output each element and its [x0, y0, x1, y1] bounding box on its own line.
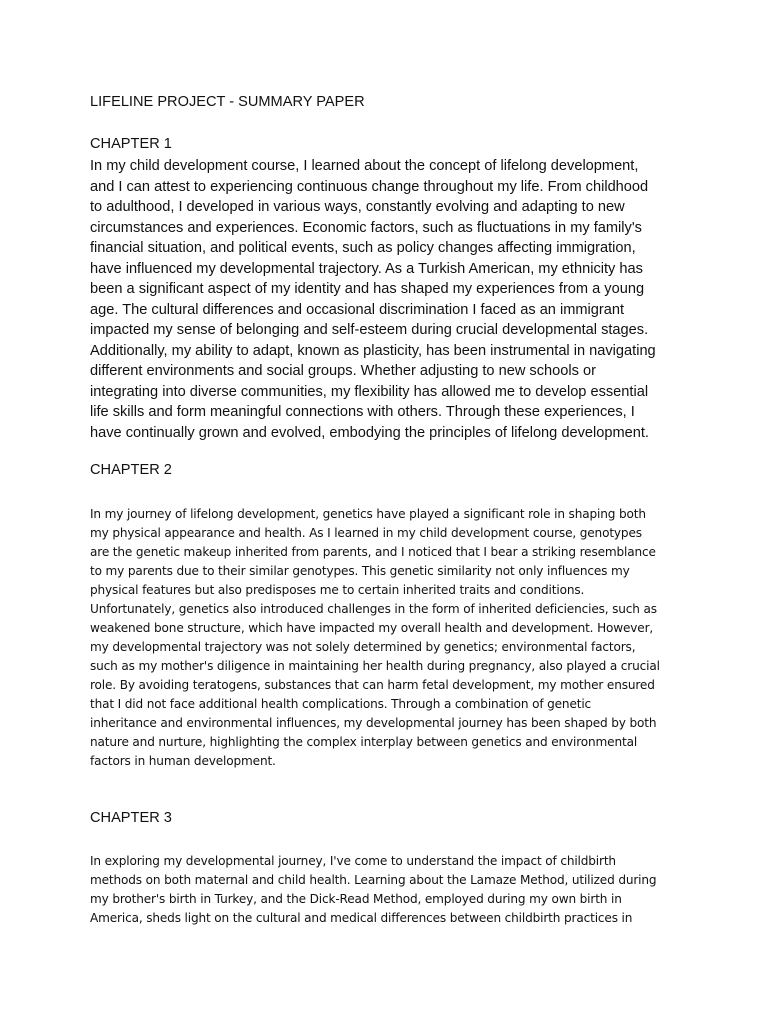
chapter-3-paragraph — [90, 852, 730, 928]
paragraph-line: have continually grown and evolved, embodying the principles of lifelong development. — [90, 424, 649, 441]
paragraph-line: life skills and form meaningful connections with others. Through these experiences, I — [90, 404, 635, 420]
paragraph-line: age. The cultural differences and occasional discrimination I faced as an immigrant — [90, 301, 625, 318]
chapter-1-section — [90, 135, 690, 443]
paragraph-line: role. By avoiding teratogens, substances that can harm fetal development, my mother ensured — [90, 678, 655, 692]
paragraph-line: physical features but also predisposes me to certain inherited traits and conditions. — [90, 583, 585, 597]
paragraph-line: different environments and social groups. Whether adjusting to new schools or — [90, 363, 596, 379]
chapter-1-heading: CHAPTER 1 — [90, 136, 172, 152]
chapter-3-heading: CHAPTER 3 — [90, 810, 172, 826]
paragraph-line: been a significant aspect of my identity and has shaped my experiences from a young — [90, 281, 645, 297]
chapter-2-heading: CHAPTER 2 — [90, 462, 172, 478]
paragraph-line: nature and nurture, highlighting the complex interplay between genetics and environmental — [90, 735, 638, 749]
document-title: LIFELINE PROJECT - SUMMARY PAPER — [90, 94, 365, 110]
paragraph-line: Unfortunately, genetics also introduced challenges in the form of inherited deficiencies, such as — [90, 602, 657, 616]
chapter-2-paragraph — [90, 505, 730, 771]
paragraph-line: financial situation, and political events, such as policy changes affecting immigration, — [90, 240, 636, 256]
paragraph-line: have influenced my developmental trajectory. As a Turkish American, my ethnicity has — [90, 260, 643, 277]
paragraph-line: to adulthood, I developed in various ways, constantly evolving and adapting to new — [90, 199, 625, 215]
paragraph-line: inheritance and environmental influences, my developmental journey has been shaped by both — [90, 716, 657, 730]
paragraph-line: my physical appearance and health. As I learned in my child development course, genotypes — [90, 526, 642, 540]
document-page — [90, 93, 690, 925]
paragraph-line: are the genetic makeup inherited from parents, and I noticed that I bear a striking resemblance — [90, 545, 656, 559]
paragraph-line: America, sheds light on the cultural and medical differences between childbirth practices in — [90, 911, 633, 925]
paragraph-line: and I can attest to experiencing continuous change throughout my life. From childhood — [90, 178, 649, 195]
paragraph-line: circumstances and experiences. Economic factors, such as fluctuations in my family's — [90, 219, 642, 236]
paragraph-line: such as my mother's diligence in maintaining her health during pregnancy, also played a crucial — [90, 659, 660, 673]
paragraph-line: my developmental trajectory was not solely determined by genetics; environmental factors, — [90, 640, 636, 654]
paragraph-line: weakened bone structure, which have impacted my overall health and development. However, — [90, 621, 654, 635]
paragraph-line: factors in human development. — [90, 754, 276, 768]
paragraph-line: integrating into diverse communities, my flexibility has allowed me to develop essential — [90, 383, 649, 400]
paragraph-line: In my child development course, I learned about the concept of lifelong development, — [90, 158, 639, 174]
paragraph-line: to my parents due to their similar genotypes. This genetic similarity not only influences my — [90, 564, 630, 578]
paragraph-line: methods on both maternal and child health. Learning about the Lamaze Method, utilized during — [90, 873, 657, 887]
paragraph-line: Additionally, my ability to adapt, known as plasticity, has been instrumental in navigating — [90, 342, 656, 359]
paragraph-line: that I did not face additional health complications. Through a combination of genetic — [90, 697, 592, 711]
paragraph-line: my brother's birth in Turkey, and the Dick-Read Method, employed during my own birth in — [90, 892, 622, 906]
chapter-3-section — [90, 809, 730, 928]
paragraph-line: In my journey of lifelong development, genetics have played a significant role in shaping both — [90, 507, 646, 521]
paragraph-line: impacted my sense of belonging and self-esteem during crucial developmental stages. — [90, 322, 649, 338]
paragraph-line: In exploring my developmental journey, I've come to understand the impact of childbirth — [90, 854, 616, 868]
chapter-1-paragraph — [90, 156, 690, 443]
chapter-2-section — [90, 461, 730, 771]
